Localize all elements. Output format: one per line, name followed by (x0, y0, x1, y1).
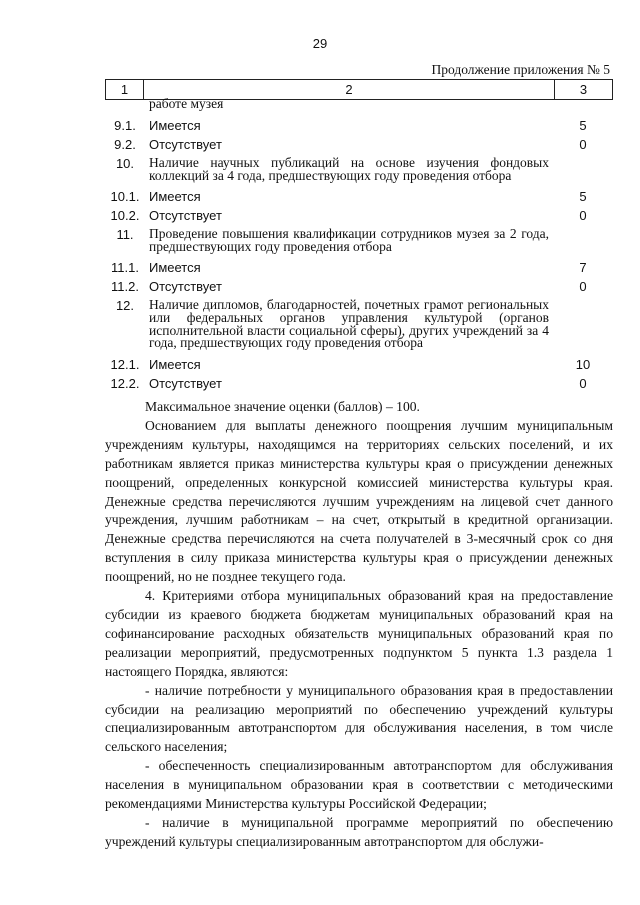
row-number: 10. (115, 156, 135, 171)
row-text: Имеется (149, 357, 201, 372)
criterion-provision-paragraph: - обеспеченность специализированным автотранспортом для обслуживания населения в муниципальном образовании края в соответствии с методическими рекомендациями Министерства культуры Российской Федерации; (105, 758, 613, 812)
row-number: 11.2. (111, 279, 139, 294)
row-text: Имеется (149, 260, 201, 275)
row-score: 0 (579, 279, 587, 294)
payment-basis-paragraph: Основанием для выплаты денежного поощрения лучшим муниципальным учреждениям культуры, находящимся на территориях сельских поселений, и их работникам является приказ министерства культуры края о присуждении денежных поощрений, определенных конкурсной комиссией министерства культуры края. Денежные средства перечисляются лучшим учреждениям на лицевой счет данного учреждения, лучшим работникам – на счет, открытый в кредитной организации. Денежные средства перечисляются на счета получателей в 3-месячный срок со дня вступления в силу приказа министерства культуры края о присуждении денежных поощрений, но не позднее текущего года. (105, 417, 613, 585)
criterion-need-paragraph: - наличие потребности у муниципального образования края в предоставлении субсидии на реализацию мероприятий по обеспечению учреждений культуры специализированным автотранспортом для обслуживания населения, в том числе сельского населения; (105, 682, 613, 755)
appendix-continuation-label: Продолжение приложения № 5 (431, 62, 610, 77)
table-body (105, 96, 613, 392)
criterion-program-paragraph: - наличие в муниципальной программе мероприятий по обеспечению учреждений культуры специализированным автотранспортом для обслужи- (105, 814, 613, 849)
row-text: Отсутствует (149, 208, 222, 223)
row-score: 10 (575, 357, 591, 372)
max-score-paragraph: Максимальное значение оценки (баллов) – 100. (145, 399, 420, 414)
criteria-table (105, 79, 613, 392)
row-number: 12.2. (110, 376, 140, 391)
header-cell-score: 3 (579, 82, 588, 97)
row-number: 9.1. (114, 118, 136, 133)
row-number: 12. (115, 298, 135, 313)
row-text: Отсутствует (149, 279, 222, 294)
row-text: Проведение повышения квалификации сотрудников музея за 2 года, предшествующих году проведения отбора (149, 226, 549, 254)
selection-criteria-paragraph: 4. Критериями отбора муниципальных образований края на предоставление субсидии из краевого бюджета бюджетам муниципальных образований края на софинансирование расходных обязательств муниципальных образований края по реализации мероприятий, предусмотренных подпунктом 5 пункта 1.3 раздела 1 настоящего Порядка, являются: (105, 588, 613, 679)
row-score: 5 (579, 118, 587, 133)
header-cell-criterion: 2 (144, 80, 555, 99)
row-number: 10.1. (110, 189, 140, 204)
row-score: 0 (579, 208, 587, 223)
row-text: Имеется (149, 118, 201, 133)
row-number: 12.1. (110, 357, 140, 372)
row-number: 9.2. (114, 137, 136, 152)
row-text: Имеется (149, 189, 201, 204)
header-cell-number: 1 (106, 80, 144, 99)
row-text: Отсутствует (149, 376, 222, 391)
row-score: 7 (579, 260, 587, 275)
row-text: Наличие научных публикаций на основе изучения фондовых коллекций за 4 года, предшествующих году проведения отбора (149, 155, 549, 183)
row-score: 5 (579, 189, 587, 204)
row-score: 0 (579, 376, 587, 391)
row-text: Наличие дипломов, благодарностей, почетных грамот региональных или федеральных органов управления культурой (органов исполнительной власти социальной сферы), других учреждений за 4 года, предшествующих году проведения отбора (149, 297, 549, 351)
row-text: Отсутствует (149, 137, 222, 152)
body-text (105, 398, 613, 852)
row-score: 0 (579, 137, 587, 152)
row-text: работе музея (149, 96, 224, 111)
page-number: 29 (312, 36, 328, 51)
row-number: 11. (116, 227, 134, 242)
row-number: 11.1. (111, 260, 139, 275)
row-number: 10.2. (110, 208, 140, 223)
